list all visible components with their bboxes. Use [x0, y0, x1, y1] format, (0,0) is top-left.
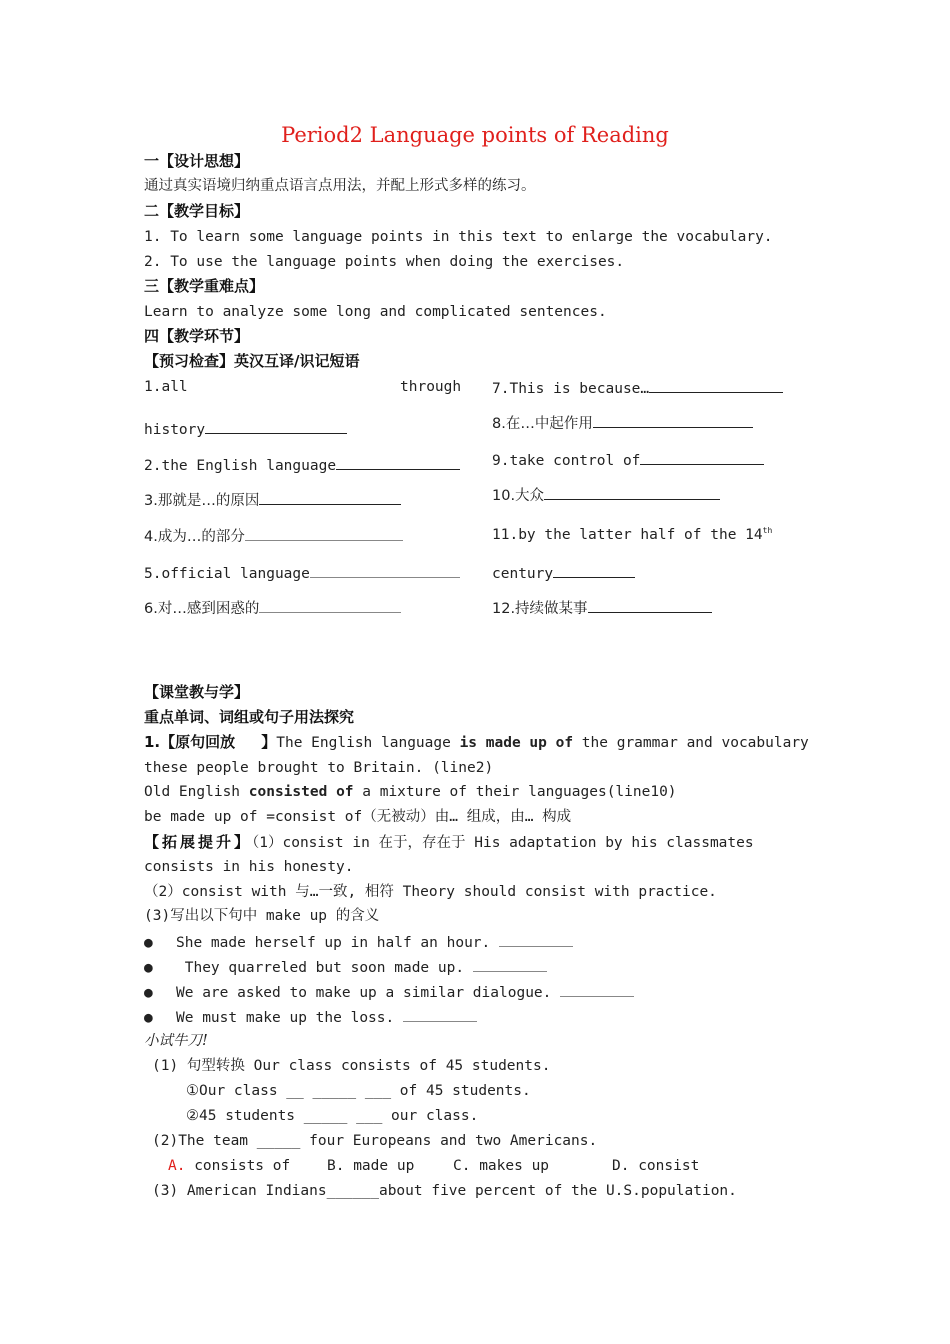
classroom-subheading: 重点单词、词组或句子用法探究	[144, 708, 355, 726]
question-3: (3) American Indians______about five percent of the U.S.population.	[152, 1183, 737, 1199]
extension-line-2: consists in his honesty.	[144, 859, 354, 875]
question-2-option-b: B. made up	[327, 1158, 415, 1174]
preview-item-7-text: 7.This is because…	[492, 381, 650, 397]
preview-item-9	[492, 449, 764, 471]
point-1-text-a: The English language	[276, 735, 460, 751]
answer-blank[interactable]	[245, 525, 403, 541]
extension-line-3: （2）consist with 与…一致, 相符 Theory should consist with practice.	[144, 884, 717, 900]
extension-label: 【拓展提升】	[144, 833, 253, 851]
option-a-letter: A.	[168, 1158, 186, 1174]
bullet-item-2	[144, 956, 547, 978]
point-1-text-d: a mixture of their languages(line10)	[353, 784, 677, 800]
point-1-text-b: the grammar and vocabulary	[573, 735, 809, 751]
classroom-heading: 【课堂教与学】	[144, 683, 250, 701]
bullet-text-1: She made herself up in half an hour.	[176, 935, 491, 951]
preview-item-11-line2	[492, 562, 635, 584]
point-1-rule: be made up of =consist of（无被动）由… 组成，由… 构成	[144, 809, 572, 825]
preview-item-5-text: 5.official language	[144, 566, 310, 582]
preview-item-11-century: century	[492, 566, 554, 582]
preview-item-4	[144, 525, 403, 547]
preview-item-11	[492, 521, 772, 545]
preview-item-1-part-b: through	[400, 379, 462, 395]
preview-item-5	[144, 562, 460, 584]
preview-item-6-text: 6.对…感到困惑的	[144, 601, 260, 617]
preview-item-7	[492, 377, 783, 399]
preview-item-2	[144, 454, 460, 476]
answer-blank[interactable]	[640, 449, 764, 465]
answer-blank[interactable]	[310, 562, 460, 578]
answer-blank[interactable]	[403, 1006, 477, 1022]
bullet-icon: ●	[144, 1010, 153, 1026]
preview-item-12	[492, 597, 712, 619]
preview-item-11-superscript: th	[762, 526, 773, 535]
section-goals-heading: 二【教学目标】	[144, 202, 250, 220]
bullet-item-1	[144, 931, 573, 953]
question-2-option-d: D. consist	[612, 1158, 700, 1174]
preview-item-9-text: 9.take control of	[492, 453, 641, 469]
preview-item-11-text: 11.by the latter half of the 14	[492, 526, 763, 543]
extension-text-1a: （1）consist in 在于，存在于 His adaptation by his classmates	[252, 835, 754, 851]
answer-blank[interactable]	[588, 597, 712, 613]
preview-item-8	[492, 412, 753, 434]
section-difficulty-heading: 三【教学重难点】	[144, 277, 265, 295]
goal-item-2: 2. To use the language points when doing the exercises.	[144, 254, 625, 270]
difficulty-text: Learn to analyze some long and complicated sentences.	[144, 304, 607, 320]
option-a-text: consists of	[185, 1158, 291, 1174]
point-1-text-c: Old English	[144, 784, 249, 800]
question-1: (1) 句型转换 Our class consists of 45 students.	[152, 1058, 551, 1074]
preview-item-1-part-c: history	[144, 422, 206, 438]
preview-item-10	[492, 484, 720, 506]
bullet-icon: ●	[144, 935, 153, 951]
page-title: Period2 Language points of Reading	[281, 123, 669, 147]
preview-item-1-part-a: 1.all	[144, 379, 188, 395]
answer-blank[interactable]	[544, 484, 720, 500]
answer-blank[interactable]	[649, 377, 783, 393]
bullet-text-4: We must make up the loss.	[176, 1010, 395, 1026]
bullet-text-2: They quarreled but soon made up.	[176, 960, 465, 976]
bullet-item-4	[144, 1006, 477, 1028]
answer-blank[interactable]	[205, 418, 347, 434]
bullet-icon: ●	[144, 985, 153, 1001]
point-1-label: 1.【原句回放 】	[144, 733, 277, 751]
answer-blank[interactable]	[553, 562, 635, 578]
question-2-option-a	[168, 1156, 290, 1176]
question-1-part-b: ②45 students _____ ___ our class.	[186, 1108, 479, 1124]
point-1-keyphrase-2: consisted of	[248, 784, 354, 800]
preview-item-4-text: 4.成为…的部分	[144, 529, 245, 545]
section-design-text: 通过真实语境归纳重点语言点用法，并配上形式多样的练习。	[144, 178, 536, 194]
answer-blank[interactable]	[336, 454, 460, 470]
extension-line-1	[144, 832, 754, 853]
preview-item-1-line2	[144, 418, 347, 440]
preview-item-3	[144, 489, 401, 511]
bullet-icon: ●	[144, 960, 153, 976]
question-2-option-c: C. makes up	[453, 1158, 550, 1174]
bullet-text-3: We are asked to make up a similar dialogue.	[176, 985, 552, 1001]
goal-item-1: 1. To learn some language points in this text to enlarge the vocabulary.	[144, 229, 773, 245]
preview-item-6	[144, 597, 401, 619]
answer-blank[interactable]	[259, 597, 401, 613]
answer-blank[interactable]	[560, 981, 634, 997]
extension-line-4: (3)写出以下句中 make up 的含义	[144, 908, 380, 924]
preview-heading: 【预习检查】英汉互译/识记短语	[144, 352, 360, 370]
preview-item-12-text: 12.持续做某事	[492, 601, 588, 617]
section-design-heading: 一【设计思想】	[144, 152, 250, 170]
preview-item-10-text: 10.大众	[492, 488, 545, 504]
answer-blank[interactable]	[499, 931, 573, 947]
preview-item-3-text: 3.那就是…的原因	[144, 493, 260, 509]
point-1-line-1	[144, 732, 809, 753]
point-1-keyphrase: is made up of	[459, 735, 574, 751]
question-2: (2)The team _____ four Europeans and two Americans.	[152, 1133, 598, 1149]
answer-blank[interactable]	[259, 489, 401, 505]
preview-item-2-text: 2.the English language	[144, 458, 337, 474]
question-1-part-a: ①Our class __ _____ ___ of 45 students.	[186, 1083, 531, 1099]
section-steps-heading: 四【教学环节】	[144, 327, 250, 345]
answer-blank[interactable]	[473, 956, 547, 972]
preview-item-8-text: 8.在…中起作用	[492, 416, 593, 432]
bullet-item-3	[144, 981, 634, 1003]
practice-heading: 小试牛刀!	[144, 1033, 208, 1049]
answer-blank[interactable]	[593, 412, 753, 428]
point-1-line-2: these people brought to Britain. (line2)	[144, 760, 494, 776]
point-1-line-3	[144, 782, 677, 802]
